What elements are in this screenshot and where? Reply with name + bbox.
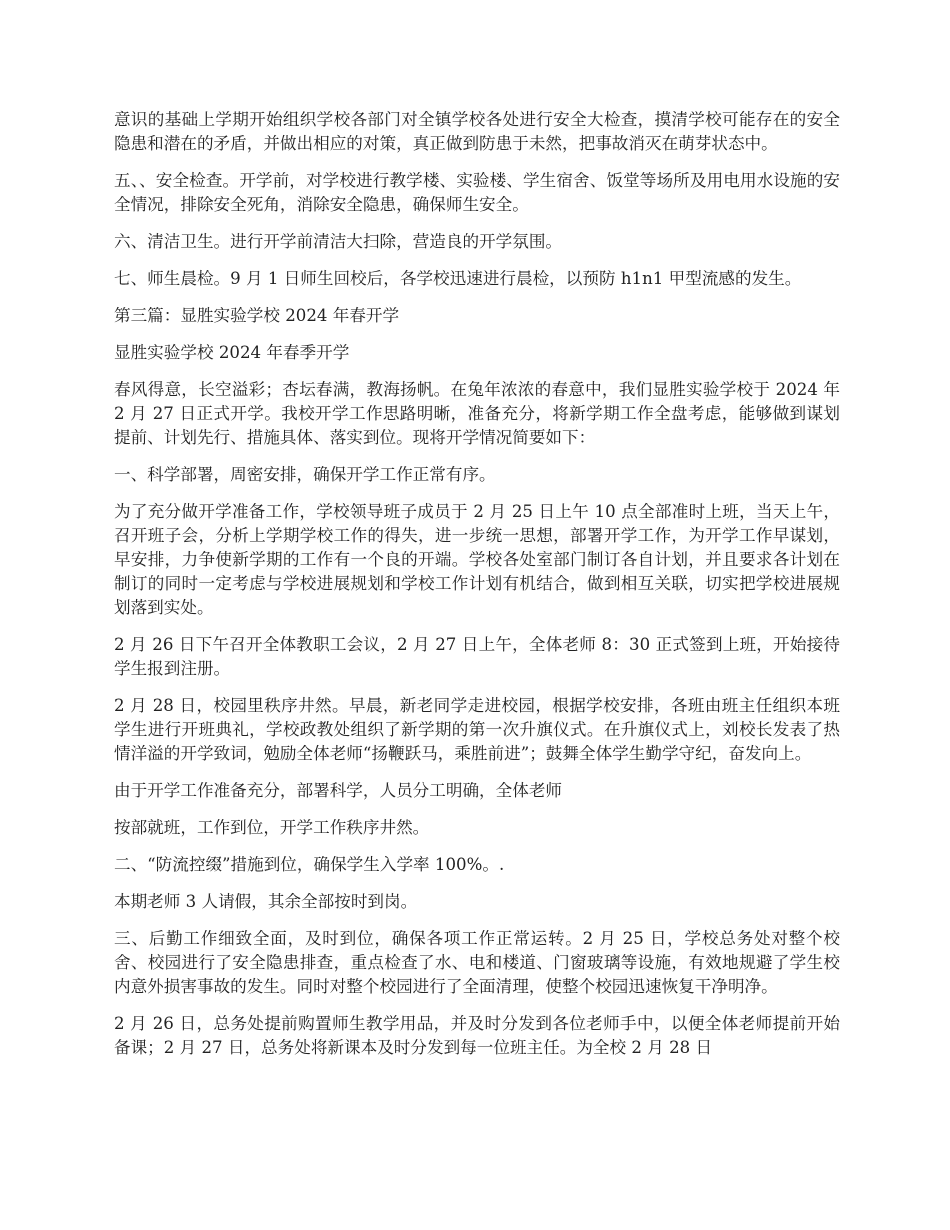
paragraph-opening-overview: 春风得意，长空溢彩；杏坛春满，教海扬帆。在兔年浓浓的春意中，我们显胜实验学校于 2024 年 2 月 27 日正式开学。我校开学工作思路明晰，准备充分，将新学期工作全盘考虑，能够做到谋划提前、计划先行、措施具体、落实到位。现将开学情况简要如下： [114,380,840,447]
heading-point-two: 二、“防流控缀”措施到位，确保学生入学率 100%。. [114,855,505,874]
section-heading-part-three: 第三篇：显胜实验学校 2024 年春开学 [114,306,400,325]
paragraph-item-six-cleaning: 六、清洁卫生。进行开学前清洁大扫除，营造良的开学氛围。 [114,232,563,251]
paragraph-feb-28-ceremony: 2 月 28 日，校园里秩序井然。早晨，新老同学走进校园，根据学校安排，各班由班主任组织本班学生进行开班典礼，学校政教处组织了新学期的第一次升旗仪式。在升旗仪式上，刘校长发表了热情洋溢的开学致词，勉励全体老师“扬鞭跃马，乘胜前进”；鼓舞全体学生勤学守纪，奋发向上。 [114,696,840,763]
document-title: 显胜实验学校 2024 年春季开学 [114,343,350,362]
document-page [114,108,840,1073]
paragraph-staff-ready: 由于开学工作准备充分，部署科学，人员分工明确，全体老师 [114,781,563,800]
paragraph-item-five-safety-check: 五、、安全检查。开学前，对学校进行教学楼、实验楼、学生宿舍、饭堂等场所及用电用水设施的安全情况，排除安全死角，消除安全隐患，确保师生安全。 [114,171,840,214]
paragraph-safety-inspection-intro: 意识的基础上学期开始组织学校各部门对全镇学校各处进行安全大检查，摸清学校可能存在的安全隐患和潜在的矛盾，并做出相应的对策，真正做到防患于未然，把事故消灭在萌芽状态中。 [114,110,840,153]
paragraph-supplies: 2 月 26 日，总务处提前购置师生教学用品，并及时分发到各位老师手中，以便全体老师提前开始备课；2 月 27 日，总务处将新课本及时分发到每一位班主任。为全校 2 月 28 日 [114,1014,840,1057]
paragraph-preparation: 为了充分做开学准备工作，学校领导班子成员于 2 月 25 日上午 10 点全部准时上班，当天上午，召开班子会，分析上学期学校工作的得失，进一步统一思想，部署开学工作，为开学工作早谋划，早安排，力争使新学期的工作有一个良的开端。学校各处室部门制订各自计划，并且要求各计划在制订的同时一定考虑与学校进展规划和学校工作计划有机结合，做到相互关联，切实把学校进展规划落到实处。 [114,502,840,617]
paragraph-teacher-leave: 本期老师 3 人请假，其余全部按时到岗。 [114,892,418,911]
heading-point-one: 一、科学部署，周密安排，确保开学工作正常有序。 [114,465,496,484]
paragraph-feb-26-meeting: 2 月 26 日下午召开全体教职工会议，2 月 27 日上午，全体老师 8：30 正式签到上班，开始接待学生报到注册。 [114,635,840,678]
paragraph-work-order: 按部就班，工作到位，开学工作秩序井然。 [114,818,430,837]
paragraph-item-seven-morning-check: 七、师生晨检。9 月 1 日师生回校后，各学校迅速进行晨检，以预防 h1n1 甲型流感的发生。 [114,269,802,288]
paragraph-point-three-logistics: 三、后勤工作细致全面，及时到位，确保各项工作正常运转。2 月 25 日，学校总务处对整个校舍、校园进行了安全隐患排查，重点检查了水、电和楼道、门窗玻璃等设施，有效地规避了学生校内意外损害事故的发生。同时对整个校园进行了全面清理，使整个校园迅速恢复干净明净。 [114,929,840,996]
